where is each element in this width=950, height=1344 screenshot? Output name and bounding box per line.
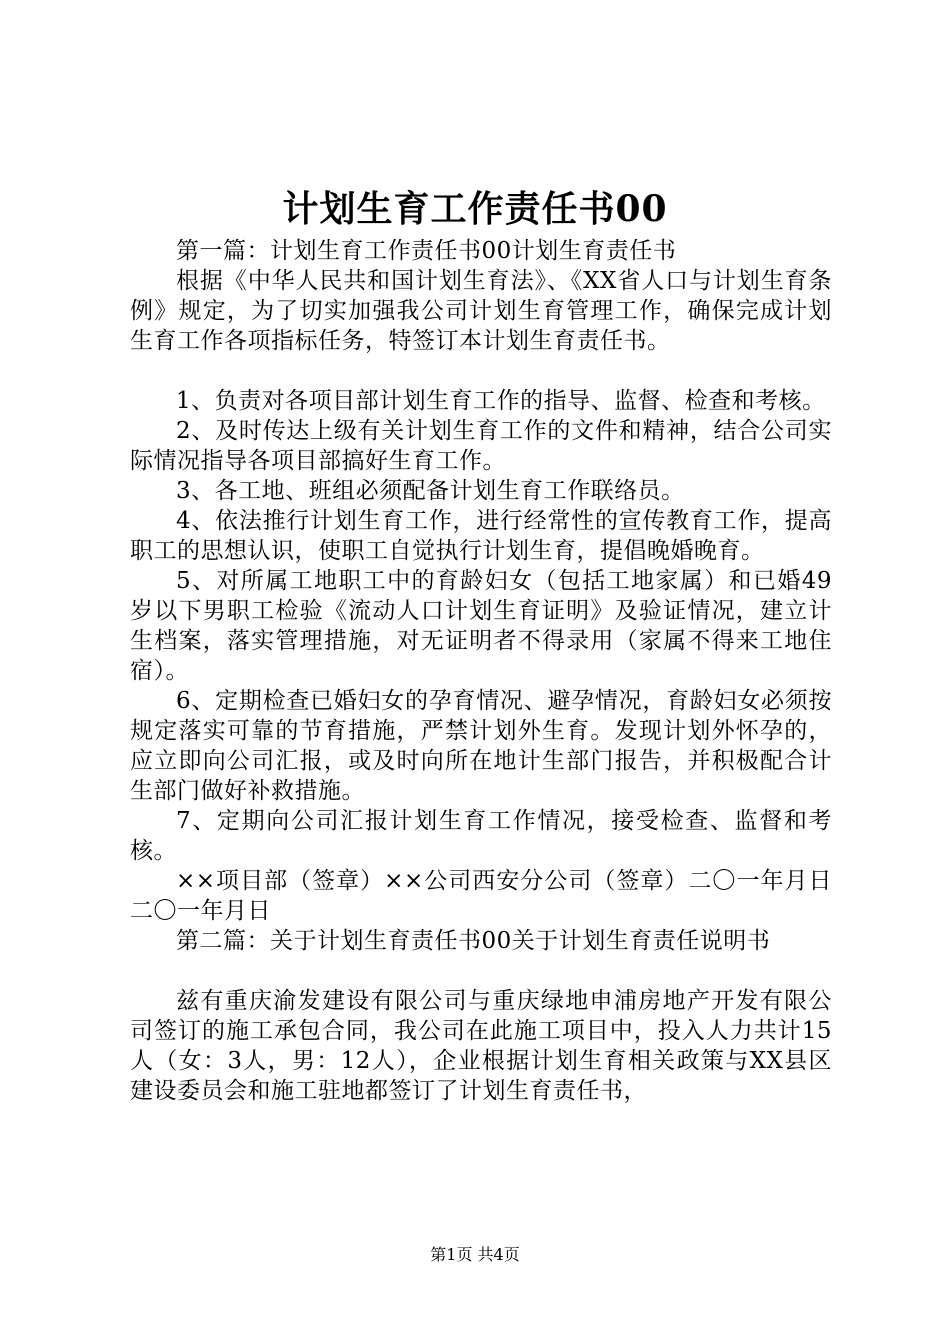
paragraph-item-4: 4、依法推行计划生育工作，进行经常性的宣传教育工作，提高职工的思想认识，使职工自觉执行计划生育，提倡晚婚晚育。	[130, 508, 832, 564]
paragraph-signature: ××项目部（签章）××公司西安分公司（签章）二〇一年月日二〇一年月日	[130, 868, 832, 924]
paragraph-part-one-heading: 第一篇：计划生育工作责任书00计划生育责任书	[176, 238, 677, 264]
blank-line	[130, 356, 832, 386]
paragraph-part-two-heading: 第二篇：关于计划生育责任书00关于计划生育责任说明书	[176, 928, 771, 954]
paragraph-item-5: 5、对所属工地职工中的育龄妇女（包括工地家属）和已婚49岁以下男职工检验《流动人口计划生育证明》及验证情况，建立计生档案，落实管理措施，对无证明者不得录用（家属不得来工地住宿）。	[130, 568, 832, 684]
paragraph-item-1: 1、负责对各项目部计划生育工作的指导、监督、检查和考核。	[176, 388, 826, 414]
blank-line	[130, 956, 832, 986]
document-title: 计划生育工作责任书00	[282, 188, 668, 230]
document-body	[130, 236, 832, 1106]
paragraph-item-3: 3、各工地、班组必须配备计划生育工作联络员。	[176, 478, 685, 504]
paragraph-part-two-body: 兹有重庆渝发建设有限公司与重庆绿地申浦房地产开发有限公司签订的施工承包合同，我公司在此施工项目中，投入人力共计15人（女：3人，男：12人），企业根据计划生育相关政策与XX县区建设委员会和施工驻地都签订了计划生育责任书，	[130, 988, 832, 1104]
paragraph-item-2: 2、及时传达上级有关计划生育工作的文件和精神，结合公司实际情况指导各项目部搞好生育工作。	[130, 418, 832, 474]
page-footer: 第1页 共4页	[430, 1245, 520, 1264]
paragraph-item-6: 6、定期检查已婚妇女的孕育情况、避孕情况，育龄妇女必须按规定落实可靠的节育措施，严禁计划外生育。发现计划外怀孕的，应立即向公司汇报，或及时向所在地计生部门报告，并积极配合计生部门做好补救措施。	[130, 688, 832, 804]
paragraph-intro: 根据《中华人民共和国计划生育法》、《XX省人口与计划生育条例》规定，为了切实加强我公司计划生育管理工作，确保完成计划生育工作各项指标任务，特签订本计划生育责任书。	[130, 268, 832, 354]
paragraph-item-7: 7、定期向公司汇报计划生育工作情况，接受检查、监督和考核。	[130, 808, 832, 864]
